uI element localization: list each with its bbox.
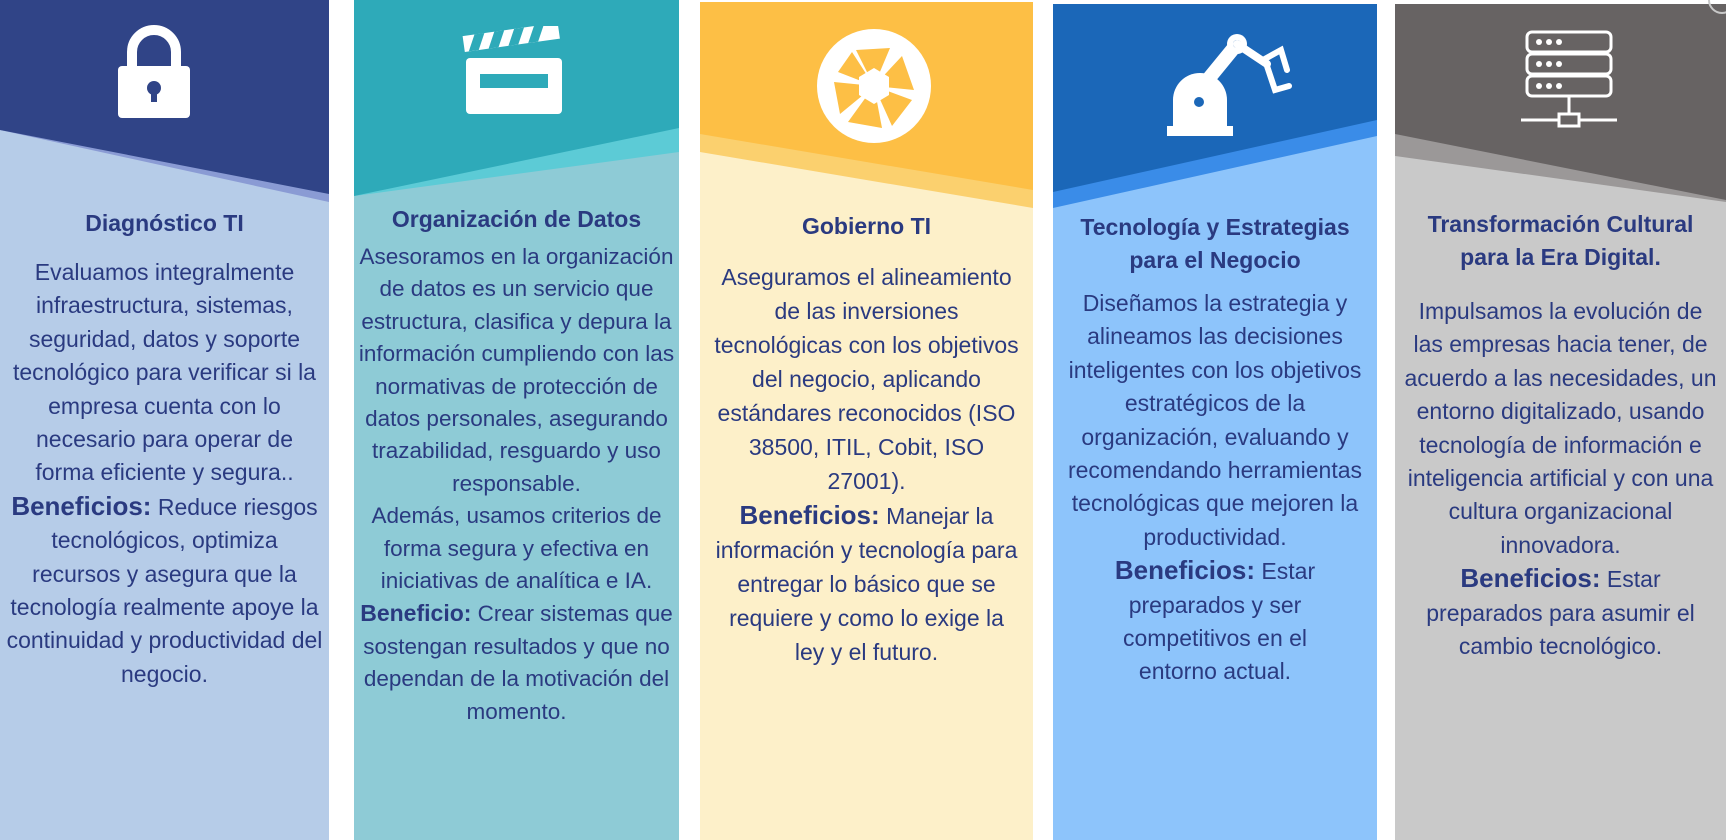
benefits-label: Beneficios: <box>11 490 152 521</box>
service-card-gobierno-ti <box>700 2 1033 840</box>
card-benefits <box>1401 562 1720 663</box>
card-body-text: Impulsamos la evolución de las empresas hacia tener, de acuerdo a las necesidades, un entorno digitalizado, usando tecnología de información e inteligencia artificial y con una cultura organizacional innovadora. <box>1404 298 1717 558</box>
benefits-text: Estar preparados y ser competitivos en el entorno actual. <box>1122 558 1316 685</box>
benefits-label: Beneficios: <box>739 500 880 530</box>
card-description <box>1395 295 1726 663</box>
card-title: Gobierno TI <box>801 213 932 239</box>
card-body-text: Aseguramos el alineamiento de las inversiones tecnológicas con los objetivos del negocio, aplicando estándares reconocidos (ISO 38500, ITIL, Cobit, ISO 27001). <box>714 264 1019 494</box>
clapperboard-icon <box>462 26 562 116</box>
card-benefits <box>358 597 675 728</box>
card-body-text: Diseñamos la estrategia y alineamos las decisiones inteligentes con los objetivos estratégicos de la organización, evaluando y recomendando herramientas tecnológicas que mejoren la productividad. <box>1067 290 1363 550</box>
server-icon <box>1519 30 1619 134</box>
card-benefits <box>6 490 323 691</box>
card-title: Tecnología y Estrategias para el Negocio <box>1080 214 1350 273</box>
benefits-label: Beneficio: <box>360 600 472 627</box>
service-card-tecnologia-estrategias <box>1053 4 1377 840</box>
card-title: Transformación Cultural para la Era Digital. <box>1427 211 1694 270</box>
benefits-text: Reduce riesgos tecnológicos, optimiza recursos y asegura que la tecnología realmente apoye la continuidad y productividad del negocio. <box>6 493 323 687</box>
service-card-organizacion-datos <box>354 0 679 840</box>
card-description <box>1053 287 1377 689</box>
card-benefits <box>712 498 1021 669</box>
card-body-text: Asesoramos en la organización de datos es un servicio que estructura, clasifica y depura la información cumpliendo con las normativas de protección de datos personales, asegurando trazabilidad, resguardo y uso responsable. <box>358 244 675 496</box>
card-description <box>354 241 679 728</box>
benefits-text: Estar preparados para asumir el cambio tecnológico. <box>1426 566 1695 660</box>
card-description <box>0 256 329 691</box>
card-body-text: Evaluamos integralmente infraestructura, sistemas, seguridad, datos y soporte tecnológico para verificar si la empresa cuenta con lo necesario para operar de forma eficiente y segura.. <box>13 259 316 486</box>
benefits-label: Beneficios: <box>1114 555 1256 586</box>
aperture-icon <box>816 28 932 144</box>
lock-icon <box>116 24 192 120</box>
benefits-text: Crear sistemas que sostengan resultados y que no dependan de la motivación del momento. <box>363 601 673 724</box>
benefits-text: Manejar la información y tecnología para entregar lo básico que se requiere y como lo exige la ley y el futuro. <box>715 503 1018 665</box>
card-benefits <box>1057 554 1373 689</box>
card-title: Organización de Datos <box>391 206 642 232</box>
card-body-extra: Además, usamos criterios de forma segura y efectiva en iniciativas de analítica e IA. <box>371 503 662 594</box>
robot-arm-icon <box>1163 30 1293 140</box>
benefits-label: Beneficios: <box>1460 563 1601 594</box>
card-title: Diagnóstico TI <box>85 210 244 236</box>
service-card-transformacion-cultural <box>1395 4 1726 840</box>
service-card-diagnostico <box>0 0 329 840</box>
card-description <box>700 260 1033 669</box>
